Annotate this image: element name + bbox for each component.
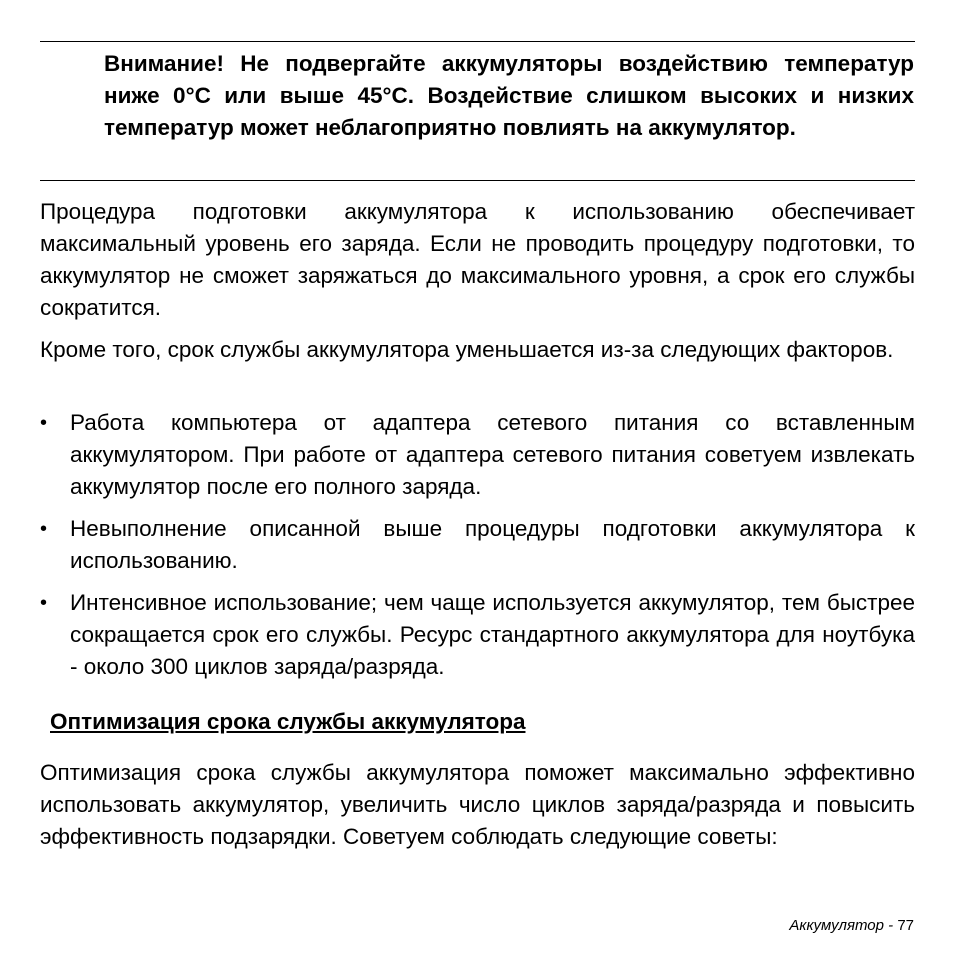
list-item [40,587,915,683]
paragraph-battery-conditioning: Процедура подготовки аккумулятора к использованию обеспечивает максимальный уровень его заряда. Если не проводить процедуру подготовки, то аккумулятор не сможет заряжаться до максимального уровня, а срок его службы сократится. [40,199,915,320]
paragraph-optimization: Оптимизация срока службы аккумулятора поможет максимально эффективно использовать аккумулятор, увеличить число циклов заряда/разряда и повысить эффективность подзарядки. Советуем соблюдать следующие советы: [40,760,915,849]
paragraph-factors-intro: Кроме того, срок службы аккумулятора уменьшается из-за следующих факторов. [40,337,894,362]
factors-list [40,407,915,683]
list-item-text: Невыполнение описанной выше процедуры подготовки аккумулятора к использованию. [70,516,915,573]
list-item [40,407,915,503]
list-item-text: Интенсивное использование; чем чаще используется аккумулятор, тем быстрее сокращается срок его службы. Ресурс стандартного аккумулятора для ноутбука - около 300 циклов заряда/разряда. [70,590,915,679]
footer-section-name: Аккумулятор - [789,917,894,934]
warning-bottom-rule [40,180,915,181]
bullet-marker: • [40,518,48,540]
page-footer [789,916,914,936]
list-item-text: Работа компьютера от адаптера сетевого питания со вставленным аккумулятором. При работе от адаптера сетевого питания советуем извлекать аккумулятор после его полного заряда. [70,410,915,499]
warning-text: Внимание! Не подвергайте аккумуляторы воздействию температур ниже 0°C или выше 45°C. Воздействие слишком высоких и низких температур может неблагоприятно повлиять на аккумулятор. [104,51,914,140]
page-number: 77 [897,917,914,934]
list-item [40,513,915,577]
bullet-marker: • [40,412,48,434]
section-heading: Оптимизация срока службы аккумулятора [50,709,526,734]
warning-top-rule [40,41,915,42]
bullet-marker: • [40,592,48,614]
